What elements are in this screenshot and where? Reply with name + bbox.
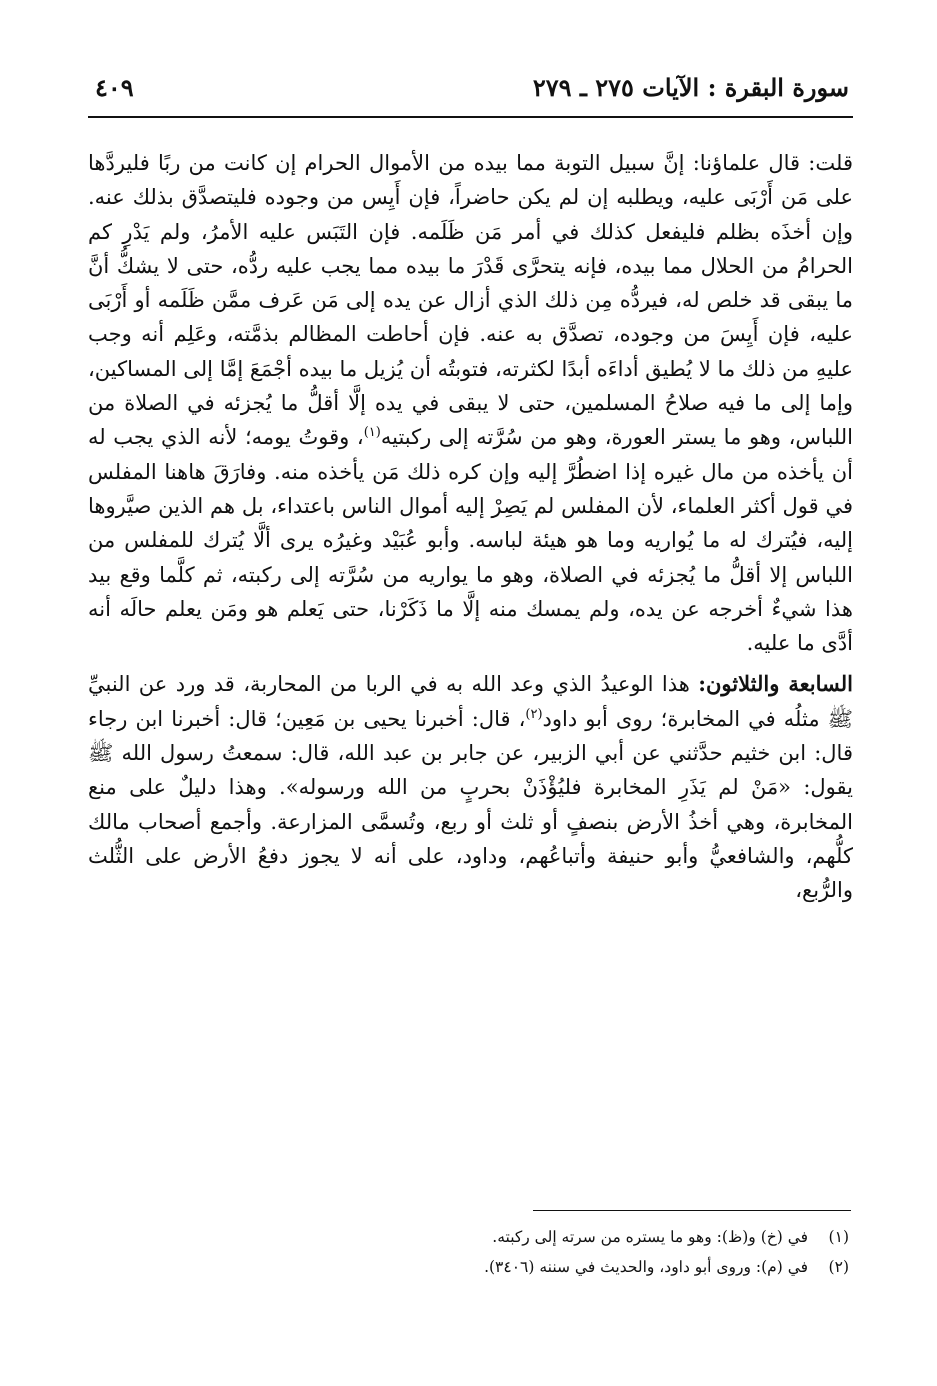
running-header: [95, 66, 849, 110]
page-number: ٤٠٩: [95, 73, 134, 102]
footnote-1: [200, 1222, 849, 1252]
footnote-1-text: في (خ) و(ظ): وهو ما يستره من سرته إلى ركبته.: [492, 1228, 809, 1246]
paragraph-2-lead: السابعة والثلاثون:: [698, 671, 853, 697]
footnote-ref-2: (٢): [525, 706, 543, 722]
footnotes: [200, 1222, 849, 1282]
body-text: [88, 146, 853, 908]
footnote-2: [200, 1252, 849, 1282]
running-header-title: سورة البقرة : الآيات ٢٧٥ ـ ٢٧٩: [532, 73, 849, 102]
paragraph-2: [88, 667, 853, 907]
paragraph-2-continuation: ، قال: أخبرنا يحيى بن مَعِين؛ قال: أخبرنا ابن رجاء قال: ابن خثيم حدَّثني عن أبي الزبير، عن جابر بن عبد الله، قال: سمعتُ رسول الله ﷺ يقول: «مَنْ لم يَذَرِ المخابرة فليُؤْذَنْ بحربٍ من الله ورسوله». وهذا دليلٌ على منع المخابرة، وهي أخذُ الأرض بنصفٍ أو ثلث أو ربع، وتُسمَّى المزارعة. وأجمع أصحاب مالك كلُّهم، والشافعيُّ وأبو حنيفة وأتباعُهم، وداود، على أنه لا يجوز دفعُ الأرض على الثُّلث والرُّبع،: [88, 706, 853, 903]
paragraph-1-continuation: ، وقوتُ يومه؛ لأنه الذي يجب له أن يأخذه من مال غيره إذا اضطُرَّ إليه وإن كره ذلك مَن يأخذه منه. وفارَقَ هاهنا المفلس في قول أكثر العلماء، لأن المفلس لم يَصِرْ إليه أموال الناس باعتداء، بل هم الذين صيَّروها إليه، فيُترك له ما يُواريه وما هو هيئة لباسه. وأبو عُبَيْد وغيرُه يرى ألَّا يُترك للمفلس من اللباس إلا أقلُّ ما يُجزئه في الصلاة، وهو ما يواريه من سُرَّته إلى ركبته، ثم كلَّما وقع بيد هذا شيءٌ أخرجه عن يده، ولم يمسك منه إلَّا ما ذَكَرْنا، حتى يَعلم هو ومَن يعلم حالَه أنه أدَّى ما عليه.: [88, 425, 853, 656]
footnote-1-number: (١): [828, 1228, 849, 1246]
paragraph-2-text: هذا الوعيدُ الذي وعد الله به في الربا من المحاربة، قد ورد عن النبيِّ ﷺ مثلُه في المخابرة؛ روى أبو داود: [88, 672, 853, 731]
footnote-2-text: في (م): وروى أبو داود، والحديث في سننه (٣٤٠٦).: [484, 1258, 809, 1276]
header-rule: [88, 116, 853, 118]
footnote-rule: [533, 1210, 851, 1211]
paragraph-1-text: قلت: قال علماؤنا: إنَّ سبيل التوبة مما بيده من الأموال الحرام إن كانت من ربًا فليردَّها على مَن أَرْبَى عليه، ويطلبه إن لم يكن حاضراً، فإن أَيِس من وجوده فليتصدَّق بذلك عنه. وإن أخذَه بظلم فليفعل كذلك في أمر مَن ظَلَمه. فإن التَبَس عليه الأمرُ، ولم يَدْرِ كم الحرامُ من الحلال مما بيده، فإنه يتحرَّى قَدْرَ ما بيده مما يجب عليه ردُّه، حتى لا يشكُّ أنَّ ما يبقى قد خلص له، فيردُّه مِن ذلك الذي أزال عن يده إلى مَن عَرف ممَّن ظَلَمه أو أَرْبَى عليه، فإن أَيِسَ من وجوده، تصدَّق به عنه. فإن أحاطت المظالم بذمَّته، وعَلِم أنه وجب عليهِ من ذلك ما لا يُطيق أداءَه أبدًا لكثرته، فتوبتُه أن يُزيل ما بيده أجْمَعَ إمَّا إلى المساكين، وإما إلى ما فيه صلاحُ المسلمين، حتى لا يبقى في يده إلَّا أقلُّ ما يُجزئه في الصلاة من اللباس، وهو ما يستر العورة، وهو من سُرَّته إلى ركبتيه: [88, 151, 854, 450]
paragraph-1: [88, 146, 853, 660]
footnote-2-number: (٢): [828, 1258, 849, 1276]
footnote-ref-1: (١): [363, 425, 381, 441]
